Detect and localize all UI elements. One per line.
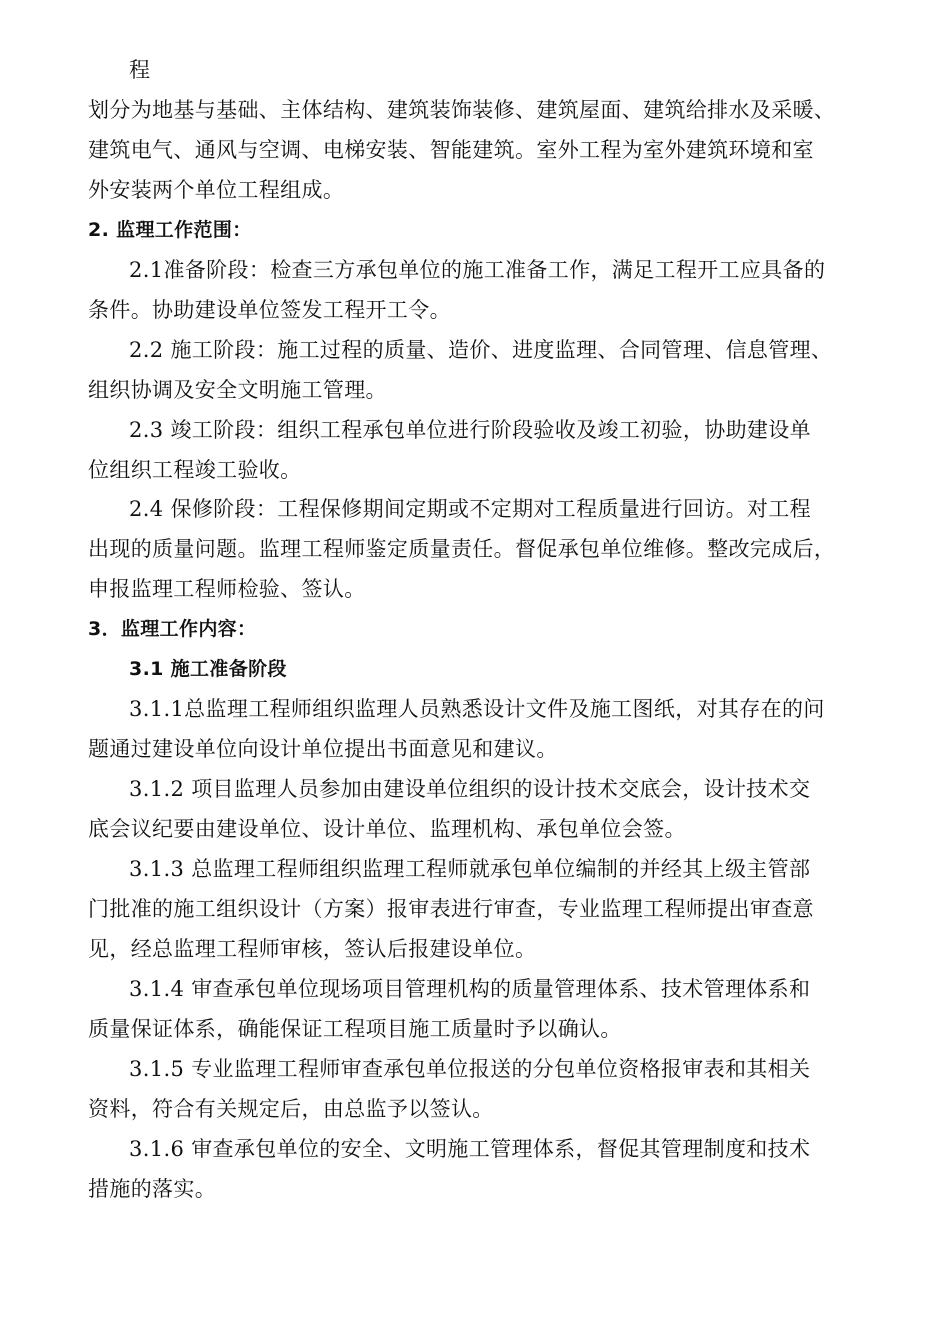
paragraph-line: 2.4 保修阶段：工程保修期间定期或不定期对工程质量进行回访。对工程: [129, 497, 811, 521]
paragraph-line: 措施的落实。: [88, 1177, 217, 1201]
paragraph-line: 3.1.6 审查承包单位的安全、文明施工管理体系，督促其管理制度和技术: [129, 1137, 811, 1161]
paragraph-line: 建筑电气、通风与空调、电梯安装、智能建筑。室外工程为室外建筑环境和室: [88, 138, 814, 162]
paragraph-line: 2.3 竣工阶段：组织工程承包单位进行阶段验收及竣工初验，协助建设单: [129, 418, 811, 442]
paragraph-line: 见，经总监理工程师审核，签认后报建设单位。: [88, 937, 537, 961]
paragraph-line: 3.1.5 专业监理工程师审查承包单位报送的分包单位资格报审表和其相关: [129, 1057, 811, 1081]
paragraph-line: 质量保证体系，确能保证工程项目施工质量时予以确认。: [88, 1017, 622, 1041]
paragraph-line: 3.1.1总监理工程师组织监理人员熟悉设计文件及施工图纸，对其存在的问: [129, 697, 825, 721]
paragraph-line: 条件。协助建设单位签发工程开工令。: [88, 298, 451, 322]
section-heading-content: 3．监理工作内容：: [88, 618, 257, 640]
paragraph-line: 底会议纪要由建设单位、设计单位、监理机构、承包单位会签。: [88, 817, 686, 841]
paragraph-line: 3.1.4 审查承包单位现场项目管理机构的质量管理体系、技术管理体系和: [129, 977, 811, 1001]
paragraph-line: 题通过建设单位向设计单位提出书面意见和建议。: [88, 737, 558, 761]
paragraph-line: 外安装两个单位工程组成。: [88, 178, 345, 202]
paragraph-line: 申报监理工程师检验、签认。: [88, 577, 366, 601]
paragraph-line: 出现的质量问题。监理工程师鉴定质量责任。督促承包单位维修。整改完成后，: [88, 537, 836, 561]
carryover-char: 程: [129, 58, 151, 82]
paragraph-line: 2.1准备阶段：检查三方承包单位的施工准备工作，满足工程开工应具备的: [129, 258, 826, 282]
paragraph-line: 位组织工程竣工验收。: [88, 458, 302, 482]
paragraph-line: 3.1.2 项目监理人员参加由建设单位组织的设计技术交底会，设计技术交: [129, 777, 811, 801]
section-heading-scope: 2. 监理工作范围：: [88, 219, 252, 241]
paragraph-line: 门批准的施工组织设计（方案）报审表进行审查，专业监理工程师提出审查意: [88, 897, 814, 921]
subsection-heading: 3.1 施工准备阶段: [129, 658, 287, 680]
paragraph-line: 2.2 施工阶段：施工过程的质量、造价、进度监理、合同管理、信息管理、: [129, 338, 833, 362]
paragraph-line: 组织协调及安全文明施工管理。: [88, 378, 387, 402]
paragraph-line: 划分为地基与基础、主体结构、建筑装饰装修、建筑屋面、建筑给排水及采暖、: [88, 98, 836, 122]
paragraph-line: 资料，符合有关规定后，由总监予以签认。: [88, 1097, 494, 1121]
paragraph-line: 3.1.3 总监理工程师组织监理工程师就承包单位编制的并经其上级主管部: [129, 857, 811, 881]
